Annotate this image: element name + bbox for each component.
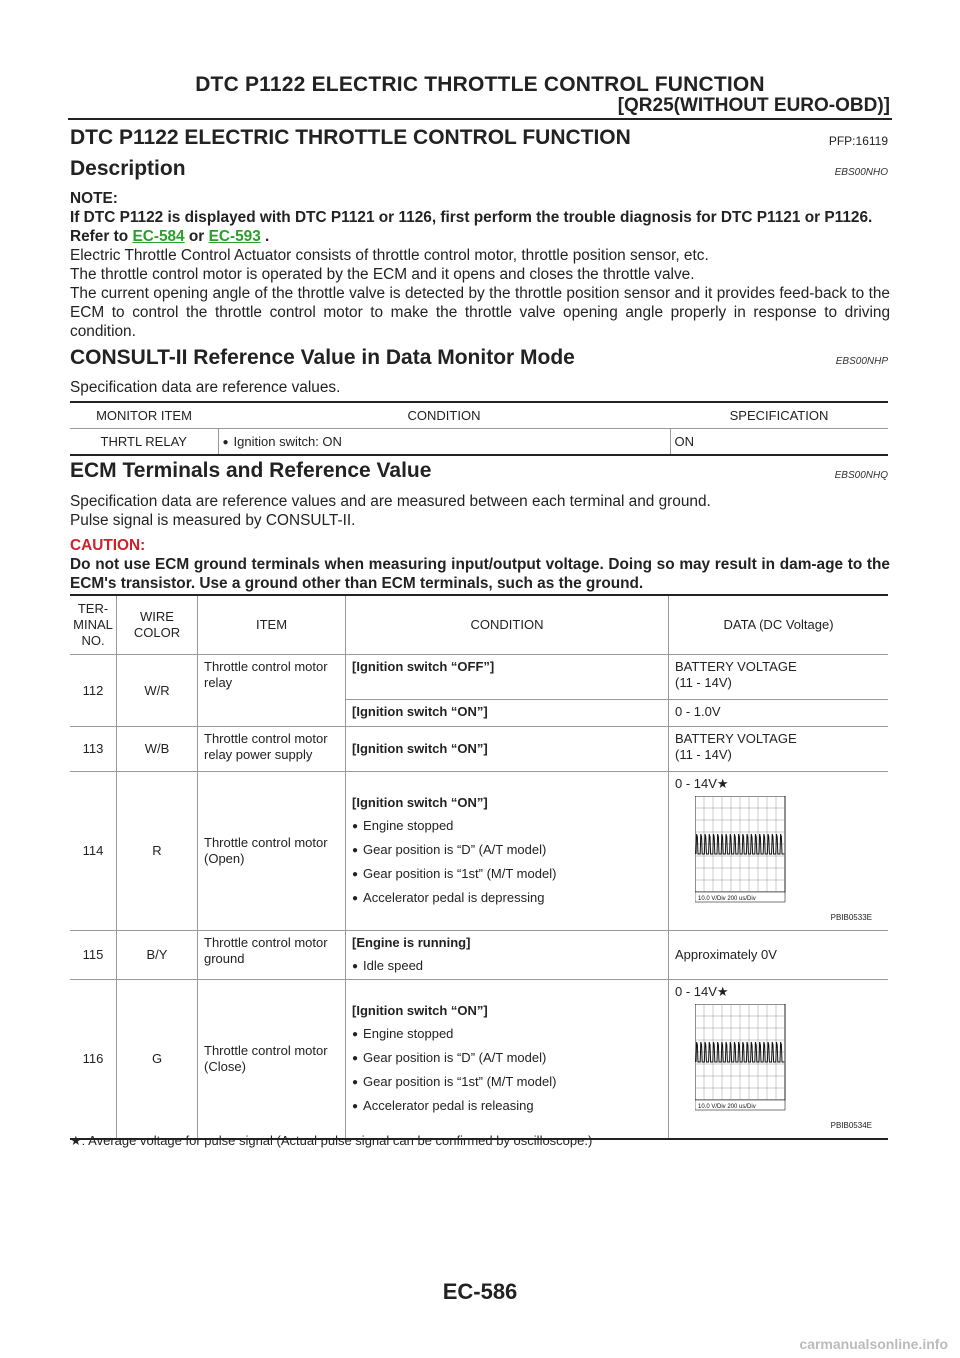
note-label: NOTE: [70,190,118,207]
consult-heading: CONSULT-II Reference Value in Data Monitor Mode [70,346,575,369]
col-wire-color: WIRE COLOR [117,595,198,655]
ecm-table [70,594,888,1140]
table-row: 112 W/R Throttle control motor relay [Ignition switch “OFF”] BATTERY VOLTAGE (11 - 14V) [70,655,888,700]
header-title: DTC P1122 ELECTRIC THROTTLE CONTROL FUNCTION [195,73,765,96]
caution-label: CAUTION: [70,537,146,554]
consult-table [70,401,888,456]
col-condition: CONDITION [218,402,670,429]
ecm-p2: Pulse signal is measured by CONSULT-II. [70,512,356,529]
note-text: If DTC P1122 is displayed with DTC P1121 or 1126, first perform the trouble diagnosis for DTC P1121 or P1126. Refer to EC-584 or EC-593 . [70,209,873,245]
section-title: DTC P1122 ELECTRIC THROTTLE CONTROL FUNCTION [70,126,631,149]
footnote: ★: Average voltage for pulse signal (Actual pulse signal can be confirmed by oscilloscope.) [70,1133,593,1148]
description-p2: The throttle control motor is operated by the ECM and it opens and closes the throttle valve. [70,266,695,283]
oscilloscope-waveform [695,1004,795,1114]
description-heading: Description [70,157,186,180]
link-ec-584[interactable]: EC-584 [132,228,185,245]
monitor-spec: ON [670,429,888,456]
consult-intro: Specification data are reference values. [70,379,341,396]
oscilloscope-waveform [695,796,795,906]
header-rule [68,118,892,120]
table-row [70,429,888,456]
col-condition: CONDITION [346,595,669,655]
svg-text:10.0 V/Div 200 us/Div: 10.0 V/Div 200 us/Div [698,1104,756,1110]
caution-text: Do not use ECM ground terminals when measuring input/output voltage. Doing so may result in dam-age to the ECM's transistor. Use a ground other than ECM terminals, such as the ground. [70,556,890,592]
table-row: 113 W/B Throttle control motor relay power supply [Ignition switch “ON”] BATTERY VOLTAGE (11 - 14V) [70,727,888,772]
star-icon: ★ [716,984,729,999]
data-value: 0 - 14V★ [675,776,729,791]
ecm-heading: ECM Terminals and Reference Value [70,459,432,482]
watermark: carmanualsonline.info [799,1336,948,1352]
table-row: 115 B/Y Throttle control motor ground [Engine is running] ● Idle speed Approximately 0V [70,931,888,980]
data-value: 0 - 14V★ [675,984,729,999]
col-item: ITEM [198,595,346,655]
description-body [70,189,890,341]
col-data: DATA (DC Voltage) [669,595,889,655]
table-row: [Ignition switch “ON”] 0 - 1.0V [70,700,888,727]
page-number: EC-586 [442,1279,518,1304]
star-icon: ★ [70,1133,82,1148]
col-monitor-item: MONITOR ITEM [70,402,218,429]
consult-code: EBS00NHP [835,356,888,367]
header-subtitle: [QR25(WITHOUT EURO-OBD)] [617,95,890,116]
table-row: 114 R Throttle control motor (Open) [Ignition switch “ON”] ● Engine stopped ● Gear position is “D” (A/T model) ● Gear position is “1st” (M/T model) ● Accelerator pedal is depressing 0 - 14V★ 10.0 V/Div 200 us/Div PBIB0533E [70,772,888,931]
star-icon: ★ [716,776,729,791]
svg-text:10.0 V/Div 200 us/Div: 10.0 V/Div 200 us/Div [698,896,756,902]
description-p1: Electric Throttle Control Actuator consists of throttle control motor, throttle position sensor, etc. [70,247,709,264]
description-p3: The current opening angle of the throttle valve is detected by the throttle position sensor and it provides feed-back to the ECM to control the throttle control motor to make the throttle valve opening angle properly in response to driving condition. [70,285,890,340]
monitor-condition: ● Ignition switch: ON [218,429,670,456]
link-ec-593[interactable]: EC-593 [208,228,261,245]
ecm-body [70,492,890,593]
ecm-code: EBS00NHQ [834,470,888,481]
table-row: 116 G Throttle control motor (Close) [Ignition switch “ON”] ● Engine stopped ● Gear position is “D” (A/T model) ● Gear position is “1st” (M/T model) ● Accelerator pedal is releasing 0 - 14V★ 10.0 V/Div 200 us/Div PBIB0534E [70,980,888,1140]
ecm-p1: Specification data are reference values and are measured between each terminal and ground. [70,493,711,510]
col-terminal: TER-MINAL NO. [70,595,117,655]
description-code: EBS00NHO [834,167,888,178]
col-specification: SPECIFICATION [670,402,888,429]
pfp-code: PFP:16119 [828,134,888,148]
monitor-item: THRTL RELAY [70,429,218,456]
